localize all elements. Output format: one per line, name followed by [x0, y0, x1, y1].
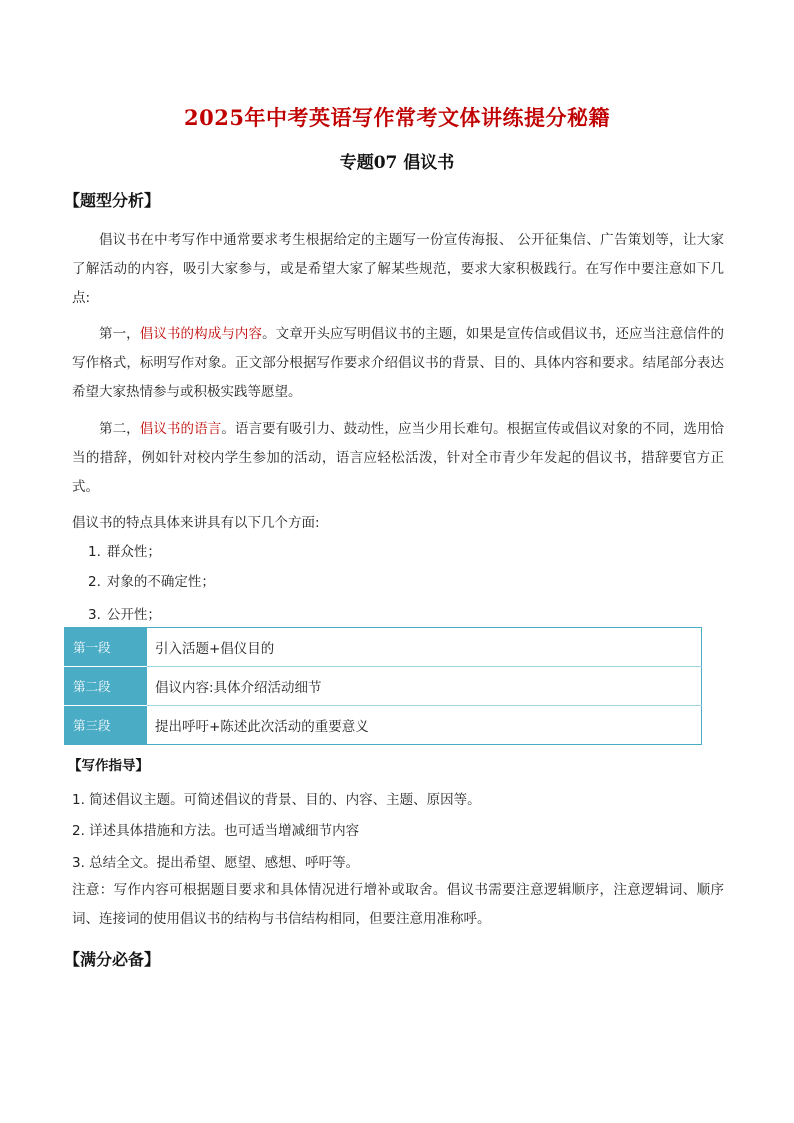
feature-item: 3. 公开性； [88, 607, 161, 623]
guide-item: 3. 总结全文。提出希望、愿望、感想、呼吁等。 [72, 855, 360, 871]
point1-text: 。文章开头应写明倡议书的主题，如果是宣传信或倡议书，还应当注意信件的写作格式，标明写作对象。正文部分根据写作要求介绍倡议书的背景、目的、具体内容和要求。结尾部分表达希望大家热情参与或积极实践等愿望。 [72, 326, 725, 400]
row-label: 第三段 [65, 706, 148, 745]
intro-paragraph: 倡议书在中考写作中通常要求考生根据给定的主题写一份宣传海报、 公开征集信、广告策划等，让大家了解活动的内容，吸引大家参与，或是希望大家了解某些规范，要求大家积极践行。在写作中要注意如下几点: [72, 232, 724, 306]
point1-paragraph [72, 320, 724, 407]
topic-subtitle: 专题07 倡议书 [339, 153, 455, 173]
section-heading-guide: 【写作指导】 [68, 758, 149, 774]
point2-text: 。语言要有吸引力、鼓动性，应当少用长难句。根据宣传或倡议对象的不同，选用恰当的措辞，例如针对校内学生参加的活动，语言应轻松活泼，针对全市青少年发起的倡议书，措辞要官方正式。 [72, 421, 725, 495]
table-row [65, 667, 702, 706]
section-heading-analysis: 【题型分析】 [64, 191, 161, 210]
feature-item: 2. 对象的不确定性； [88, 574, 215, 590]
table-row [65, 628, 702, 667]
feature-item: 1. 群众性； [88, 544, 161, 560]
document-title: 2025年中考英语写作常考文体讲练提分秘籍 [184, 105, 610, 130]
row-content: 提出呼吁+陈述此次活动的重要意义 [147, 706, 702, 745]
structure-table [64, 627, 702, 745]
point1-highlight: 倡议书的构成与内容 [139, 326, 263, 342]
guide-item: 2. 详述具体措施和方法。也可适当增减细节内容 [72, 823, 360, 839]
row-content: 引入活题+倡仪目的 [147, 628, 702, 667]
row-label: 第二段 [65, 667, 148, 706]
point2-paragraph [72, 415, 724, 502]
row-label: 第一段 [65, 628, 148, 667]
point1-lead: 第一， [99, 326, 140, 342]
features-intro: 倡议书的特点具体来讲具有以下几个方面: [72, 515, 320, 531]
guide-item: 1. 简述倡议主题。可简述倡议的背景、目的、内容、主题、原因等。 [72, 792, 481, 808]
table-row [65, 706, 702, 745]
guide-note: 注意：写作内容可根据题目要求和具体情况进行增补或取舍。倡议书需要注意逻辑顺序，注意逻辑词、顺序词、连接词的使用倡议书的结构与书信结构相同，但要注意用准称呼。 [72, 882, 724, 927]
point2-lead: 第二， [99, 421, 140, 437]
row-content: 倡议内容:具体介绍活动细节 [147, 667, 702, 706]
point2-highlight: 倡议书的语言 [139, 421, 222, 437]
section-heading-essentials: 【满分必备】 [64, 950, 161, 969]
